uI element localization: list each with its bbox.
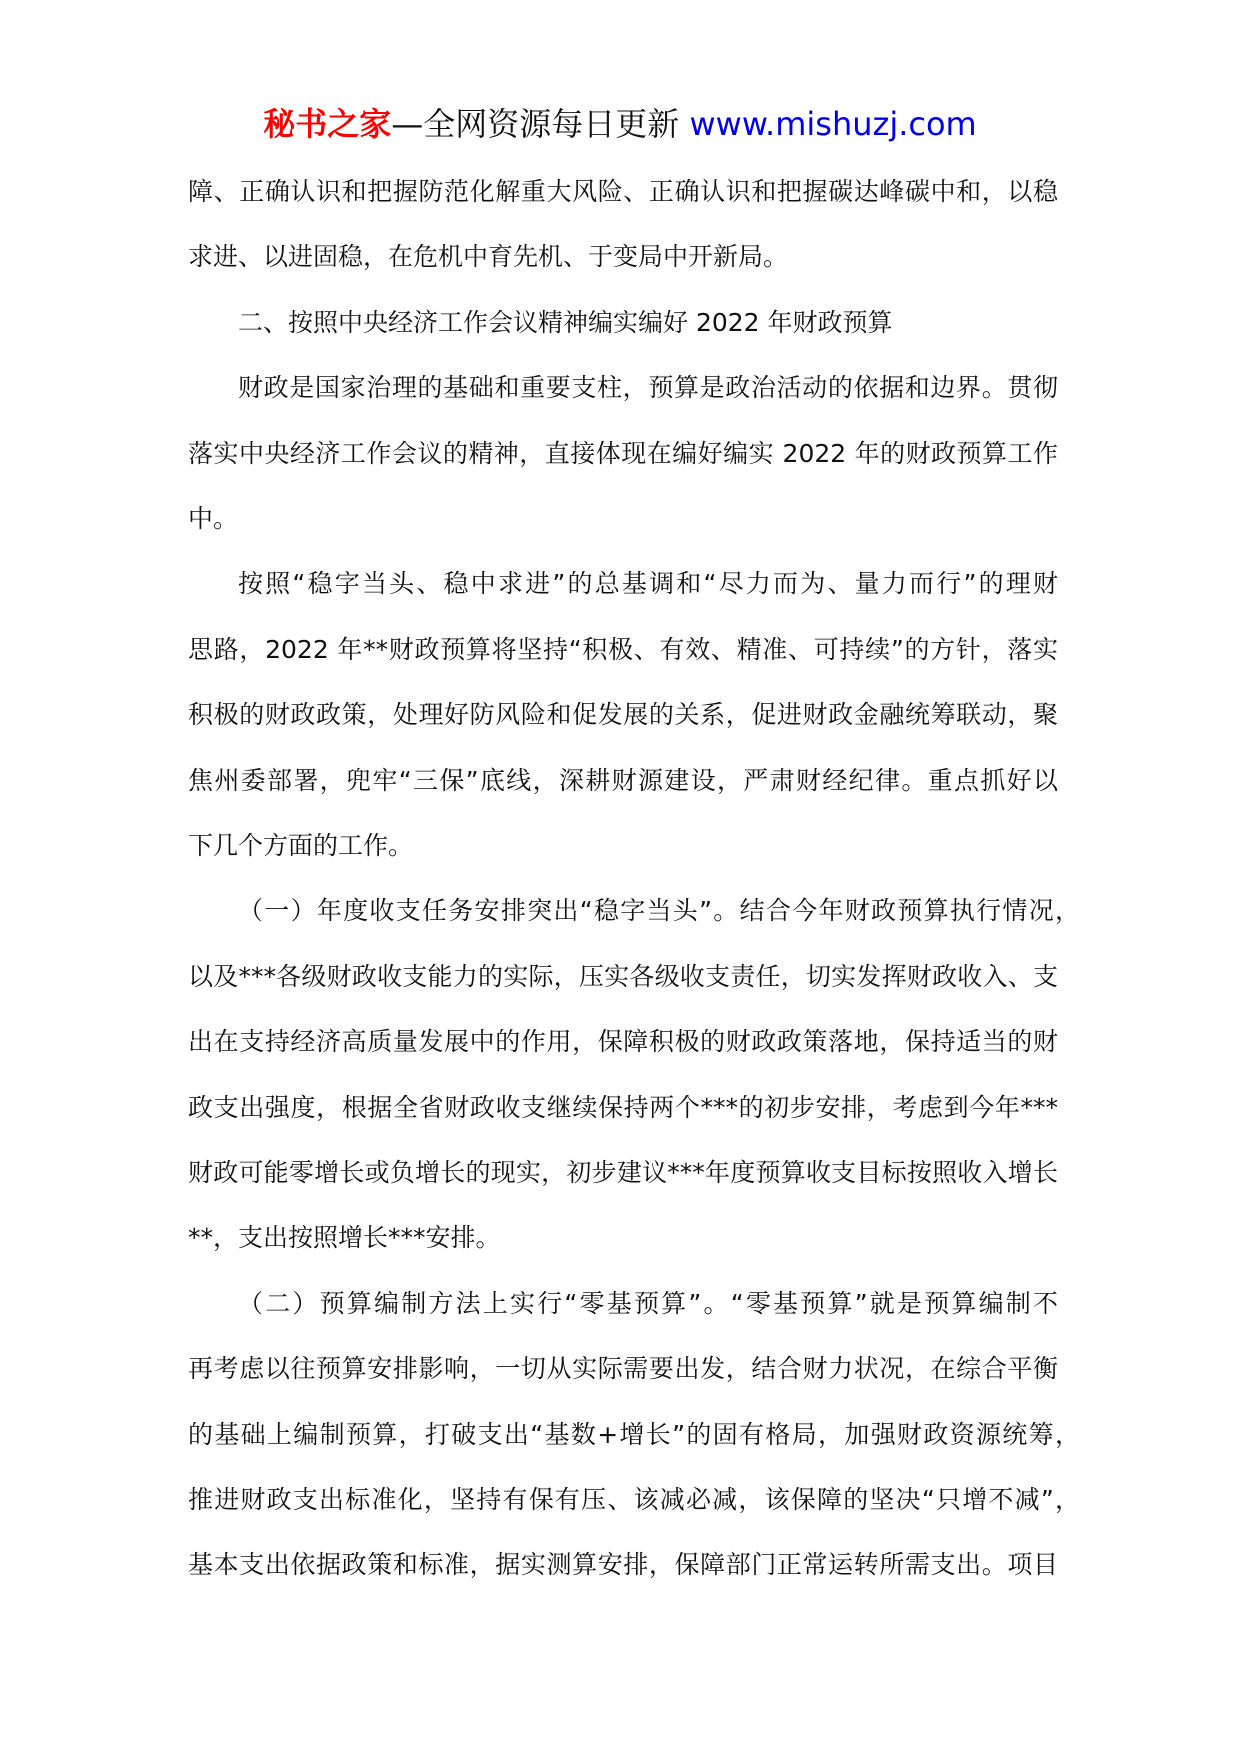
- text-line: 推进财政支出标准化，坚持有保有压、该减必减，该保障的坚决“只增不减”，: [188, 1485, 1080, 1514]
- text-line: 按照“稳字当头、稳中求进”的总基调和“尽力而为、量力而行”的理财: [238, 569, 1058, 599]
- text-line: 思路，2022 年**财政预算将坚持“积极、有效、精准、可持续”的方针，落实: [188, 634, 1058, 664]
- text-line: （二）预算编制方法上实行“零基预算”。“零基预算”就是预算编制不: [238, 1288, 1058, 1318]
- text-line: **，支出按照增长***安排。: [188, 1223, 501, 1253]
- text-line: （一）年度收支任务安排突出“稳字当头”。结合今年财政预算执行情况，: [238, 896, 1080, 926]
- banner-slogan: —全网资源每日更新: [391, 105, 690, 143]
- text-line: 的基础上编制预算，打破支出“基数+增长”的固有格局，加强财政资源统筹，: [188, 1419, 1080, 1449]
- site-banner: [0, 104, 1240, 144]
- text-line: 下几个方面的工作。: [188, 831, 414, 860]
- text-line: 基本支出依据政策和标准，据实测算安排，保障部门正常运转所需支出。项目: [188, 1550, 1058, 1580]
- site-url-link[interactable]: www.mishuzj.com: [689, 105, 977, 143]
- text-line: 再考虑以往预算安排影响，一切从实际需要出发，结合财力状况，在综合平衡: [188, 1354, 1058, 1384]
- text-line: 政支出强度，根据全省财政收支继续保持两个***的初步安排，考虑到今年***: [188, 1092, 1058, 1122]
- text-line: 障、正确认识和把握防范化解重大风险、正确认识和把握碳达峰碳中和，以稳: [188, 177, 1058, 206]
- text-line: 落实中央经济工作会议的精神，直接体现在编好编实 2022 年的财政预算工作: [188, 438, 1058, 468]
- text-line: 出在支持经济高质量发展中的作用，保障积极的财政政策落地，保持适当的财: [188, 1027, 1058, 1057]
- text-line: 财政是国家治理的基础和重要支柱，预算是政治活动的依据和边界。贯彻: [238, 373, 1058, 403]
- text-line: 求进、以进固稳，在危机中育先机、于变局中开新局。: [188, 242, 789, 272]
- text-line: 财政可能零增长或负增长的现实，初步建议***年度预算收支目标按照收入增长: [188, 1158, 1058, 1187]
- text-line: 以及***各级财政收支能力的实际，压实各级收支责任，切实发挥财政收入、支: [188, 961, 1058, 991]
- text-line: 焦州委部署，兜牢“三保”底线，深耕财源建设，严肃财经纪律。重点抓好以: [188, 765, 1058, 795]
- text-line: 积极的财政政策，处理好防风险和促发展的关系，促进财政金融统筹联动，聚: [188, 700, 1058, 730]
- text-line: 中。: [188, 504, 239, 533]
- brand-name: 秘书之家: [263, 105, 392, 143]
- text-line: 二、按照中央经济工作会议精神编实编好 2022 年财政预算: [238, 307, 893, 337]
